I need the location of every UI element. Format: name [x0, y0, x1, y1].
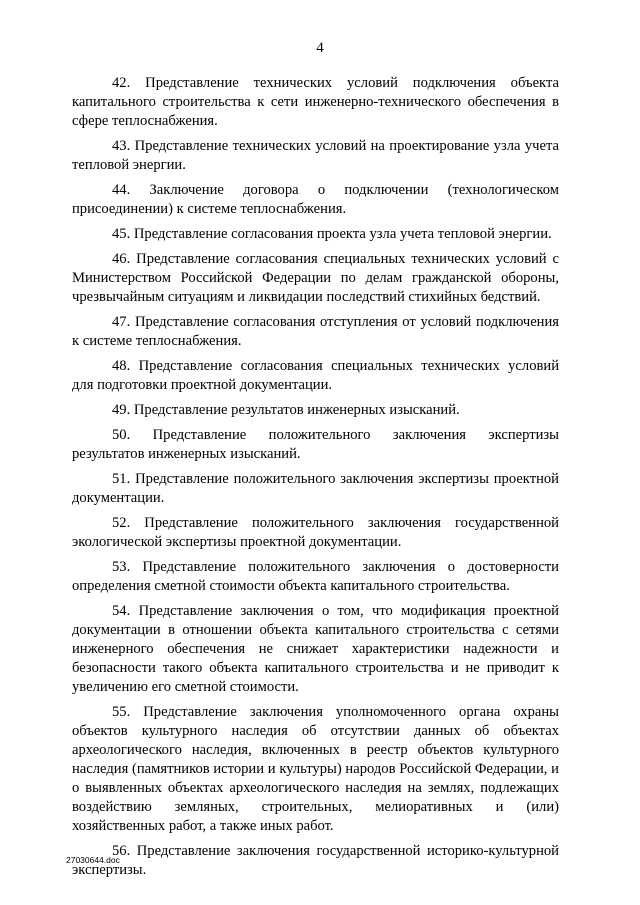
paragraph-47: 47. Представление согласования отступления от условий подключения к системе теплоснабжения.: [72, 314, 559, 349]
paragraph-45: 45. Представление согласования проекта узла учета тепловой энергии.: [112, 226, 552, 242]
paragraph-46: 46. Представление согласования специальных технических условий с Министерством Российской Федерации по делам гражданской обороны, чрезвычайным ситуациям и ликвидации последствий стихийных бедствий.: [72, 251, 559, 305]
paragraph-52: 52. Представление положительного заключения государственной экологической экспертизы проектной документации.: [72, 515, 559, 550]
paragraph-55: 55. Представление заключения уполномоченного органа охраны объектов культурного наследия об отсутствии данных об объектах археологического наследия, включенных в реестр объектов культурного наследия (памятников истории и культуры) народов Российской Федерации, и о выявленных объектах археологического наследия на землях, подлежащих воздействию земляных, строительных, мелиоративных и (или) хозяйственных работ, а также иных работ.: [72, 704, 559, 834]
page-number: 4: [316, 40, 324, 56]
paragraph-53: 53. Представление положительного заключения о достоверности определения сметной стоимости объекта капитального строительства.: [72, 559, 559, 594]
paragraph-56: 56. Представление заключения государственной историко-культурной экспертизы.: [72, 843, 559, 878]
paragraph-48: 48. Представление согласования специальных технических условий для подготовки проектной документации.: [72, 358, 559, 393]
document-file-code: 27030644.doc: [66, 855, 120, 865]
paragraph-43: 43. Представление технических условий на проектирование узла учета тепловой энергии.: [72, 138, 559, 173]
document-body: [72, 74, 559, 886]
paragraph-49: 49. Представление результатов инженерных изысканий.: [112, 402, 460, 418]
paragraph-44: 44. Заключение договора о подключении (технологическом присоединении) к системе теплоснабжения.: [72, 182, 559, 217]
paragraph-42: 42. Представление технических условий подключения объекта капитального строительства к сети инженерно-технического обеспечения в сфере теплоснабжения.: [72, 75, 559, 129]
paragraph-54: 54. Представление заключения о том, что модификация проектной документации в отношении объекта капитального строительства с сетями инженерного обеспечения не снижает характеристики надежности и безопасности такого объекта капитального строительства и не приводит к увеличению его сметной стоимости.: [72, 603, 559, 695]
paragraph-51: 51. Представление положительного заключения экспертизы проектной документации.: [72, 471, 559, 506]
paragraph-50: 50. Представление положительного заключения экспертизы результатов инженерных изысканий.: [72, 427, 559, 462]
